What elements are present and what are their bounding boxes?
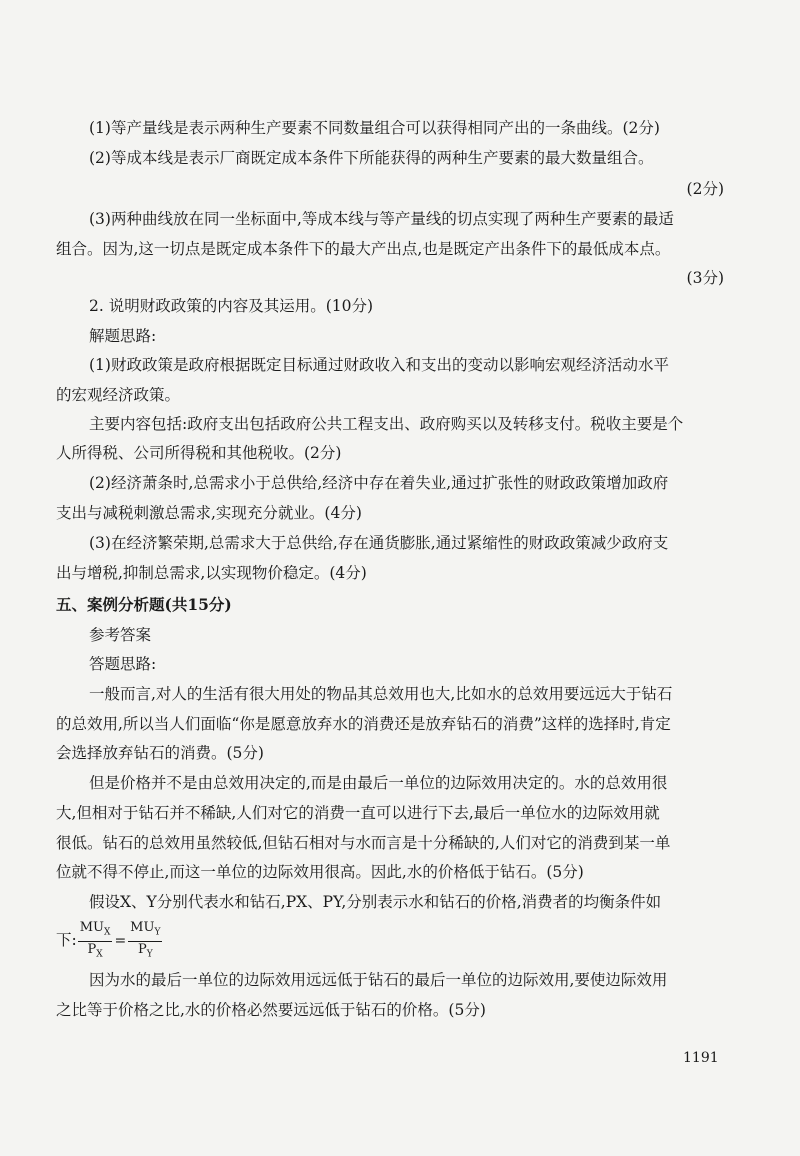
text-line: 位就不得不停止,而这一单位的边际效用很高。因此,水的价格低于钻石。(5分) (56, 863, 584, 881)
text-line: (1)财政政策是政府根据既定目标通过财政收入和支出的变动以影响宏观经济活动水平 (89, 356, 669, 374)
equilibrium-formula (56, 920, 724, 962)
fraction-left (78, 920, 113, 962)
formula-right-denominator: P (137, 941, 147, 957)
text-line: 之比等于价格之比,水的价格必然要远远低于钻石的价格。(5分) (56, 1001, 486, 1019)
text-line: 假设X、Y分别代表水和钻石,PX、PY,分别表示水和钻石的价格,消费者的均衡条件如 (89, 893, 662, 911)
text-line: (2)等成本线是表示厂商既定成本条件下所能获得的两种生产要素的最大数量组合。 (89, 149, 654, 167)
section-heading: 五、案例分析题(共15分) (56, 595, 232, 614)
question-title: 2. 说明财政政策的内容及其运用。(10分) (89, 297, 374, 315)
text-line: 大,但相对于钻石并不稀缺,人们对它的消费一直可以进行下去,最后一单位水的边际效用就 (56, 804, 660, 822)
formula-right-denominator-sub: Y (146, 949, 153, 960)
formula-right-numerator: MU (130, 920, 155, 935)
text-line: 答题思路: (89, 655, 157, 673)
text-line: 支出与减税刺激总需求,实现充分就业。(4分) (56, 504, 362, 522)
formula-left-numerator-sub: X (104, 927, 111, 938)
formula-right-numerator-sub: Y (154, 927, 161, 938)
text-line: 出与增税,抑制总需求,以实现物价稳定。(4分) (56, 564, 367, 582)
text-line: 主要内容包括:政府支出包括政府公共工程支出、政府购买以及转移支付。税收主要是个 (89, 415, 684, 433)
fraction-right (128, 920, 162, 962)
text-line: 解题思路: (89, 327, 157, 345)
text-line: 参考答案 (89, 626, 152, 644)
text-line: (1)等产量线是表示两种生产要素不同数量组合可以获得相同产出的一条曲线。(2分) (89, 119, 660, 137)
text-line: (3)在经济繁荣期,总需求大于总供给,存在通货膨胀,通过紧缩性的财政政策减少政府支 (89, 534, 669, 552)
text-line: 组合。因为,这一切点是既定成本条件下的最大产出点,也是既定产出条件下的最低成本点。 (56, 240, 671, 258)
text-line: 人所得税、公司所得税和其他税收。(2分) (56, 444, 342, 462)
text-line: 的宏观经济政策。 (56, 386, 181, 404)
text-line: 但是价格并不是由总效用决定的,而是由最后一单位的边际效用决定的。水的总效用很 (89, 774, 668, 792)
text-line: 因为水的最后一单位的边际效用远远低于钻石的最后一单位的边际效用,要使边际效用 (89, 971, 668, 989)
page-number: 1191 (683, 1050, 719, 1066)
text-line: 的总效用,所以当人们面临“你是愿意放弃水的消费还是放弃钻石的消费”这样的选择时,肯定 (56, 715, 671, 733)
text-line: 一般而言,对人的生活有很大用处的物品其总效用也大,比如水的总效用要远远大于钻石 (89, 685, 673, 703)
text-line: 会选择放弃钻石的消费。(5分) (56, 744, 264, 762)
score-note: (3分) (686, 269, 724, 287)
formula-equals: = (114, 933, 127, 950)
text-line: (2)经济萧条时,总需求小于总供给,经济中存在着失业,通过扩张性的财政政策增加政府 (89, 474, 669, 492)
formula-left-denominator-sub: X (96, 949, 103, 960)
text-line: 很低。钻石的总效用虽然较低,但钻石相对与水而言是十分稀缺的,人们对它的消费到某一单 (56, 834, 671, 852)
formula-left-denominator: P (87, 941, 97, 957)
text-line: (3)两种曲线放在同一坐标面中,等成本线与等产量线的切点实现了两种生产要素的最适 (89, 210, 674, 228)
formula-prefix: 下: (56, 931, 77, 950)
score-note: (2分) (686, 180, 724, 198)
formula-left-numerator: MU (79, 920, 105, 935)
